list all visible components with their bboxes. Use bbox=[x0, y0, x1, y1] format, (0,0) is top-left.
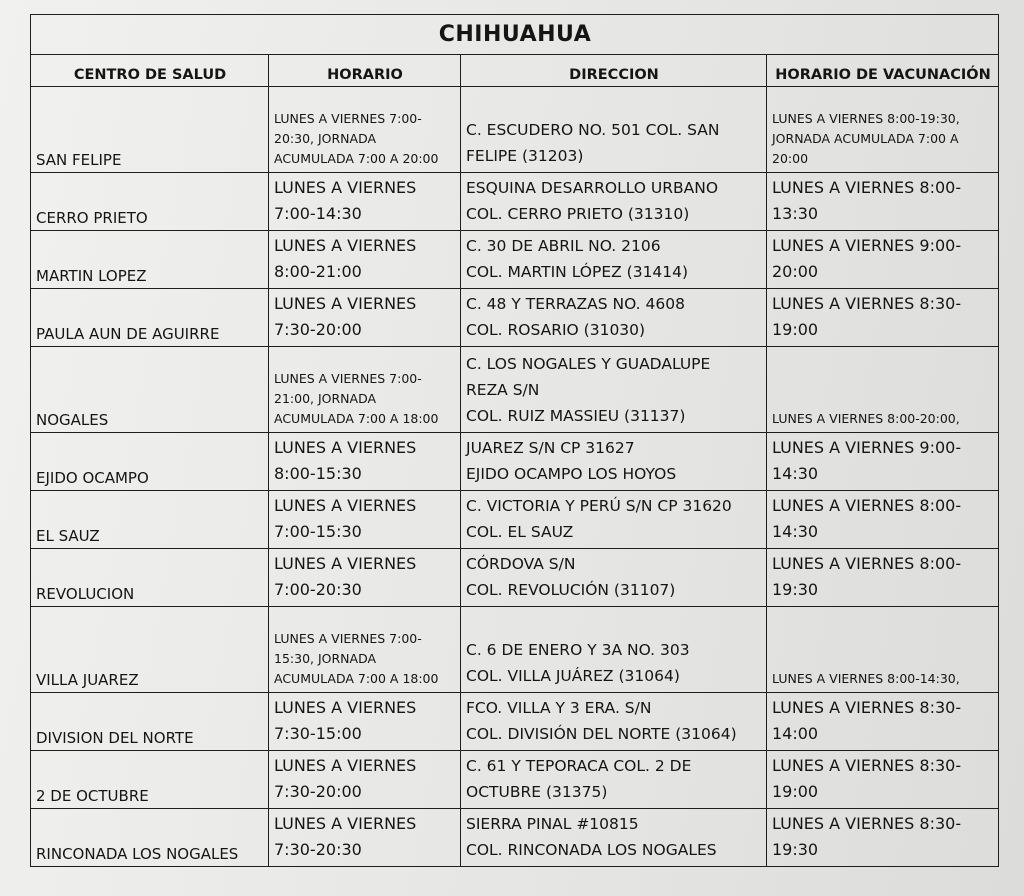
table-row bbox=[31, 751, 999, 809]
centro-cell: 2 DE OCTUBRE bbox=[31, 751, 269, 809]
vacunacion-cell: LUNES A VIERNES 8:00-13:30 bbox=[767, 173, 999, 231]
direccion-cell bbox=[461, 549, 767, 607]
vacunacion-cell: LUNES A VIERNES 9:00-20:00 bbox=[767, 231, 999, 289]
table-row bbox=[31, 231, 999, 289]
direccion-cell bbox=[461, 87, 767, 173]
table-row bbox=[31, 491, 999, 549]
centro-cell: DIVISION DEL NORTE bbox=[31, 693, 269, 751]
direccion-cell bbox=[461, 751, 767, 809]
vacunacion-cell: LUNES A VIERNES 8:00-14:30, bbox=[767, 607, 999, 693]
direccion-cell bbox=[461, 231, 767, 289]
direccion-cell bbox=[461, 693, 767, 751]
health-centers-table bbox=[30, 14, 999, 867]
direccion-line: C. 6 DE ENERO Y 3A NO. 303 bbox=[466, 641, 690, 659]
direccion-line: COL. DIVISIÓN DEL NORTE (31064) bbox=[466, 725, 737, 743]
centro-cell: PAULA AUN DE AGUIRRE bbox=[31, 289, 269, 347]
vacunacion-cell: LUNES A VIERNES 8:00-20:00, bbox=[767, 347, 999, 433]
direccion-line: COL. RUIZ MASSIEU (31137) bbox=[466, 407, 686, 425]
centro-cell: RINCONADA LOS NOGALES bbox=[31, 809, 269, 867]
direccion-line: C. 30 DE ABRIL NO. 2106 bbox=[466, 237, 661, 255]
table-row bbox=[31, 433, 999, 491]
direccion-line: C. ESCUDERO NO. 501 COL. SAN bbox=[466, 121, 720, 139]
table-row bbox=[31, 607, 999, 693]
direccion-line: C. LOS NOGALES Y GUADALUPE bbox=[466, 355, 711, 373]
vacunacion-cell: LUNES A VIERNES 8:30-14:00 bbox=[767, 693, 999, 751]
vacunacion-cell: LUNES A VIERNES 8:30-19:00 bbox=[767, 289, 999, 347]
table-row bbox=[31, 809, 999, 867]
direccion-line: FELIPE (31203) bbox=[466, 147, 584, 165]
direccion-line: COL. EL SAUZ bbox=[466, 523, 574, 541]
direccion-line: COL. VILLA JUÁREZ (31064) bbox=[466, 667, 680, 685]
direccion-cell bbox=[461, 607, 767, 693]
header-centro: CENTRO DE SALUD bbox=[31, 55, 269, 87]
direccion-line: CÓRDOVA S/N bbox=[466, 555, 576, 573]
direccion-line: C. 48 Y TERRAZAS NO. 4608 bbox=[466, 295, 685, 313]
vacunacion-cell: LUNES A VIERNES 9:00-14:30 bbox=[767, 433, 999, 491]
centro-cell: VILLA JUAREZ bbox=[31, 607, 269, 693]
table-title: CHIHUAHUA bbox=[31, 15, 999, 55]
title-row bbox=[31, 15, 999, 55]
direccion-line: COL. MARTIN LÓPEZ (31414) bbox=[466, 263, 689, 281]
horario-cell: LUNES A VIERNES 8:00-21:00 bbox=[269, 231, 461, 289]
header-row bbox=[31, 55, 999, 87]
vacunacion-cell: LUNES A VIERNES 8:00-14:30 bbox=[767, 491, 999, 549]
vacunacion-cell: LUNES A VIERNES 8:30-19:00 bbox=[767, 751, 999, 809]
table-row bbox=[31, 693, 999, 751]
direccion-line: FCO. VILLA Y 3 ERA. S/N bbox=[466, 699, 652, 717]
direccion-cell bbox=[461, 289, 767, 347]
direccion-line: OCTUBRE (31375) bbox=[466, 783, 608, 801]
horario-cell: LUNES A VIERNES 7:00-15:30, JORNADA ACUMULADA 7:00 A 18:00 bbox=[269, 607, 461, 693]
centro-cell: CERRO PRIETO bbox=[31, 173, 269, 231]
vacunacion-cell: LUNES A VIERNES 8:00-19:30, JORNADA ACUMULADA 7:00 A 20:00 bbox=[767, 87, 999, 173]
direccion-cell bbox=[461, 347, 767, 433]
horario-cell: LUNES A VIERNES 7:00-21:00, JORNADA ACUMULADA 7:00 A 18:00 bbox=[269, 347, 461, 433]
table-row bbox=[31, 173, 999, 231]
centro-cell: EJIDO OCAMPO bbox=[31, 433, 269, 491]
horario-cell: LUNES A VIERNES 7:00-20:30 bbox=[269, 549, 461, 607]
horario-cell: LUNES A VIERNES 7:00-20:30, JORNADA ACUMULADA 7:00 A 20:00 bbox=[269, 87, 461, 173]
horario-cell: LUNES A VIERNES 8:00-15:30 bbox=[269, 433, 461, 491]
direccion-cell bbox=[461, 433, 767, 491]
header-vacunacion: HORARIO DE VACUNACIÓN bbox=[767, 55, 999, 87]
horario-cell: LUNES A VIERNES 7:30-15:00 bbox=[269, 693, 461, 751]
table-row bbox=[31, 549, 999, 607]
direccion-line: ESQUINA DESARROLLO URBANO bbox=[466, 179, 719, 197]
vacunacion-cell: LUNES A VIERNES 8:30-19:30 bbox=[767, 809, 999, 867]
direccion-line: JUAREZ S/N CP 31627 bbox=[466, 439, 635, 457]
horario-cell: LUNES A VIERNES 7:30-20:00 bbox=[269, 289, 461, 347]
header-direccion: DIRECCION bbox=[461, 55, 767, 87]
direccion-line: EJIDO OCAMPO LOS HOYOS bbox=[466, 465, 677, 483]
direccion-line: COL. ROSARIO (31030) bbox=[466, 321, 646, 339]
horario-cell: LUNES A VIERNES 7:30-20:30 bbox=[269, 809, 461, 867]
horario-cell: LUNES A VIERNES 7:00-14:30 bbox=[269, 173, 461, 231]
header-horario: HORARIO bbox=[269, 55, 461, 87]
table-row bbox=[31, 347, 999, 433]
direccion-line: C. 61 Y TEPORACA COL. 2 DE bbox=[466, 757, 692, 775]
direccion-line: SIERRA PINAL #10815 bbox=[466, 815, 639, 833]
direccion-cell bbox=[461, 173, 767, 231]
direccion-line: REZA S/N bbox=[466, 381, 540, 399]
direccion-line: COL. RINCONADA LOS NOGALES bbox=[466, 841, 717, 859]
centro-cell: NOGALES bbox=[31, 347, 269, 433]
vacunacion-cell: LUNES A VIERNES 8:00-19:30 bbox=[767, 549, 999, 607]
centro-cell: MARTIN LOPEZ bbox=[31, 231, 269, 289]
direccion-cell bbox=[461, 491, 767, 549]
centro-cell: SAN FELIPE bbox=[31, 87, 269, 173]
centro-cell: EL SAUZ bbox=[31, 491, 269, 549]
table-row bbox=[31, 289, 999, 347]
direccion-line: COL. REVOLUCIÓN (31107) bbox=[466, 581, 676, 599]
horario-cell: LUNES A VIERNES 7:00-15:30 bbox=[269, 491, 461, 549]
horario-cell: LUNES A VIERNES 7:30-20:00 bbox=[269, 751, 461, 809]
direccion-line: COL. CERRO PRIETO (31310) bbox=[466, 205, 690, 223]
table-row bbox=[31, 87, 999, 173]
centro-cell: REVOLUCION bbox=[31, 549, 269, 607]
direccion-line: C. VICTORIA Y PERÚ S/N CP 31620 bbox=[466, 497, 732, 515]
direccion-cell bbox=[461, 809, 767, 867]
